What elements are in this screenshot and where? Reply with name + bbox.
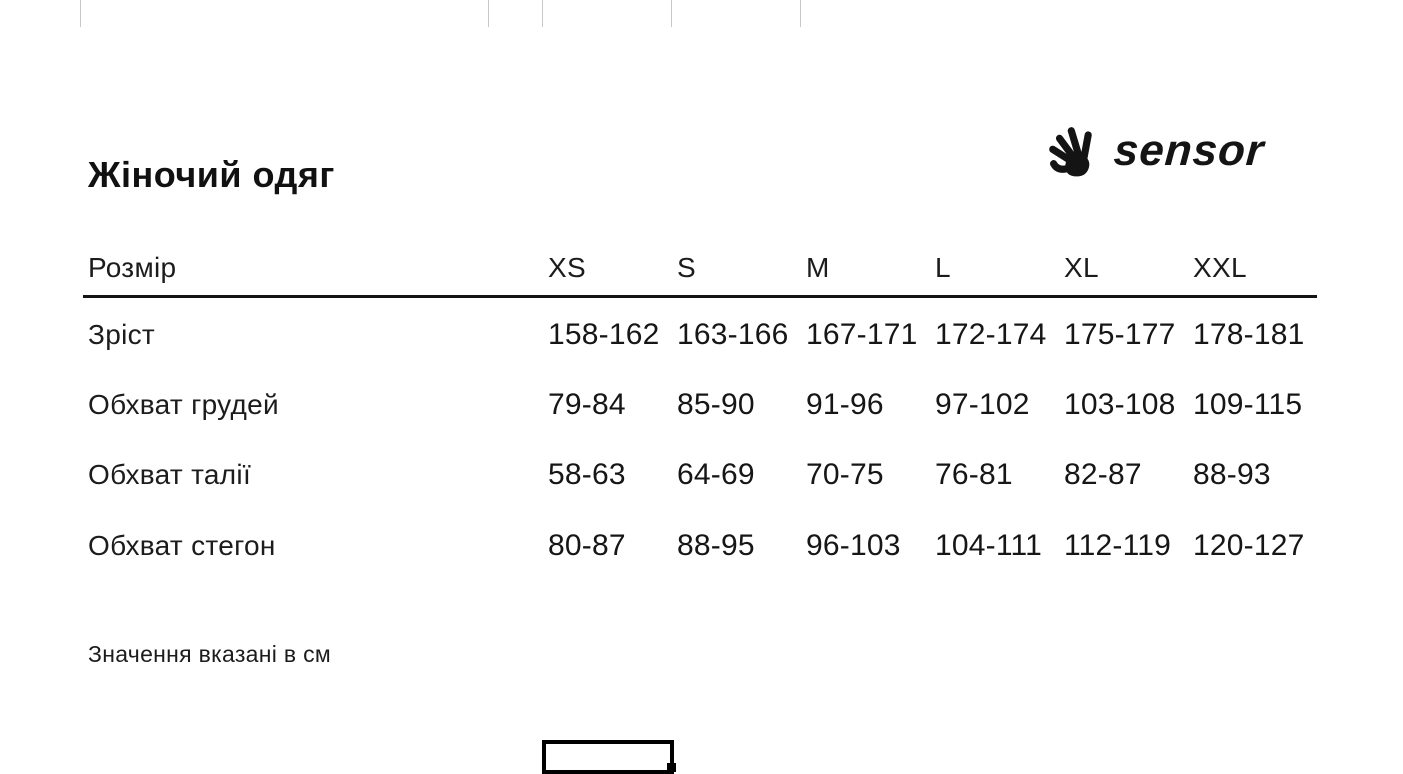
cell-value: 158-162	[548, 318, 660, 351]
cell-value: 80-87	[548, 529, 626, 562]
row-label: Зріст	[88, 319, 156, 350]
units-note: Значення вказані в см	[88, 641, 331, 667]
cell-value: 85-90	[677, 388, 755, 421]
field-border	[80, 0, 81, 27]
brand-logo	[1046, 122, 1267, 180]
cell-value: 64-69	[677, 458, 755, 491]
column-header-s: S	[677, 252, 696, 283]
cell-value: 91-96	[806, 388, 884, 421]
row-label: Обхват грудей	[88, 389, 279, 420]
table-row-waist	[88, 458, 1322, 492]
cell-value: 109-115	[1193, 388, 1303, 421]
field-border	[488, 0, 489, 27]
caret-square	[667, 763, 676, 772]
cell-value: 97-102	[935, 388, 1030, 421]
column-header-m: M	[806, 252, 830, 283]
cell-value: 58-63	[548, 458, 626, 491]
size-table-header-row	[88, 252, 1322, 284]
column-header-size: Розмір	[88, 252, 177, 283]
cell-value: 82-87	[1064, 458, 1142, 491]
bottom-button[interactable]	[542, 740, 674, 774]
cell-value: 96-103	[806, 529, 901, 562]
table-row-chest	[88, 388, 1322, 422]
cell-value: 103-108	[1064, 388, 1176, 421]
cell-value: 88-93	[1193, 458, 1271, 491]
field-border	[800, 0, 801, 27]
column-header-l: L	[935, 252, 951, 283]
cell-value: 120-127	[1193, 529, 1305, 562]
field-border	[542, 0, 543, 27]
table-row-height	[88, 318, 1322, 352]
cell-value: 70-75	[806, 458, 884, 491]
cell-value: 167-171	[806, 318, 918, 351]
cell-value: 76-81	[935, 458, 1013, 491]
column-header-xxl: XXL	[1193, 252, 1247, 283]
row-label: Обхват стегон	[88, 530, 276, 561]
sensor-hand-glove-icon	[1046, 122, 1100, 180]
table-header-rule	[83, 295, 1317, 298]
field-border	[671, 0, 672, 27]
row-label: Обхват талії	[88, 459, 252, 490]
column-header-xs: XS	[548, 252, 586, 283]
column-header-xl: XL	[1064, 252, 1099, 283]
cell-value: 172-174	[935, 318, 1047, 351]
cell-value: 88-95	[677, 529, 755, 562]
page-title: Жіночий одяг	[88, 154, 335, 196]
cell-value: 112-119	[1064, 529, 1172, 562]
cell-value: 175-177	[1064, 318, 1176, 351]
brand-wordmark: sensor	[1112, 126, 1267, 175]
cell-value: 178-181	[1193, 318, 1305, 351]
cell-value: 104-111	[935, 529, 1043, 562]
cell-value: 163-166	[677, 318, 789, 351]
table-row-hips	[88, 529, 1322, 563]
cell-value: 79-84	[548, 388, 626, 421]
